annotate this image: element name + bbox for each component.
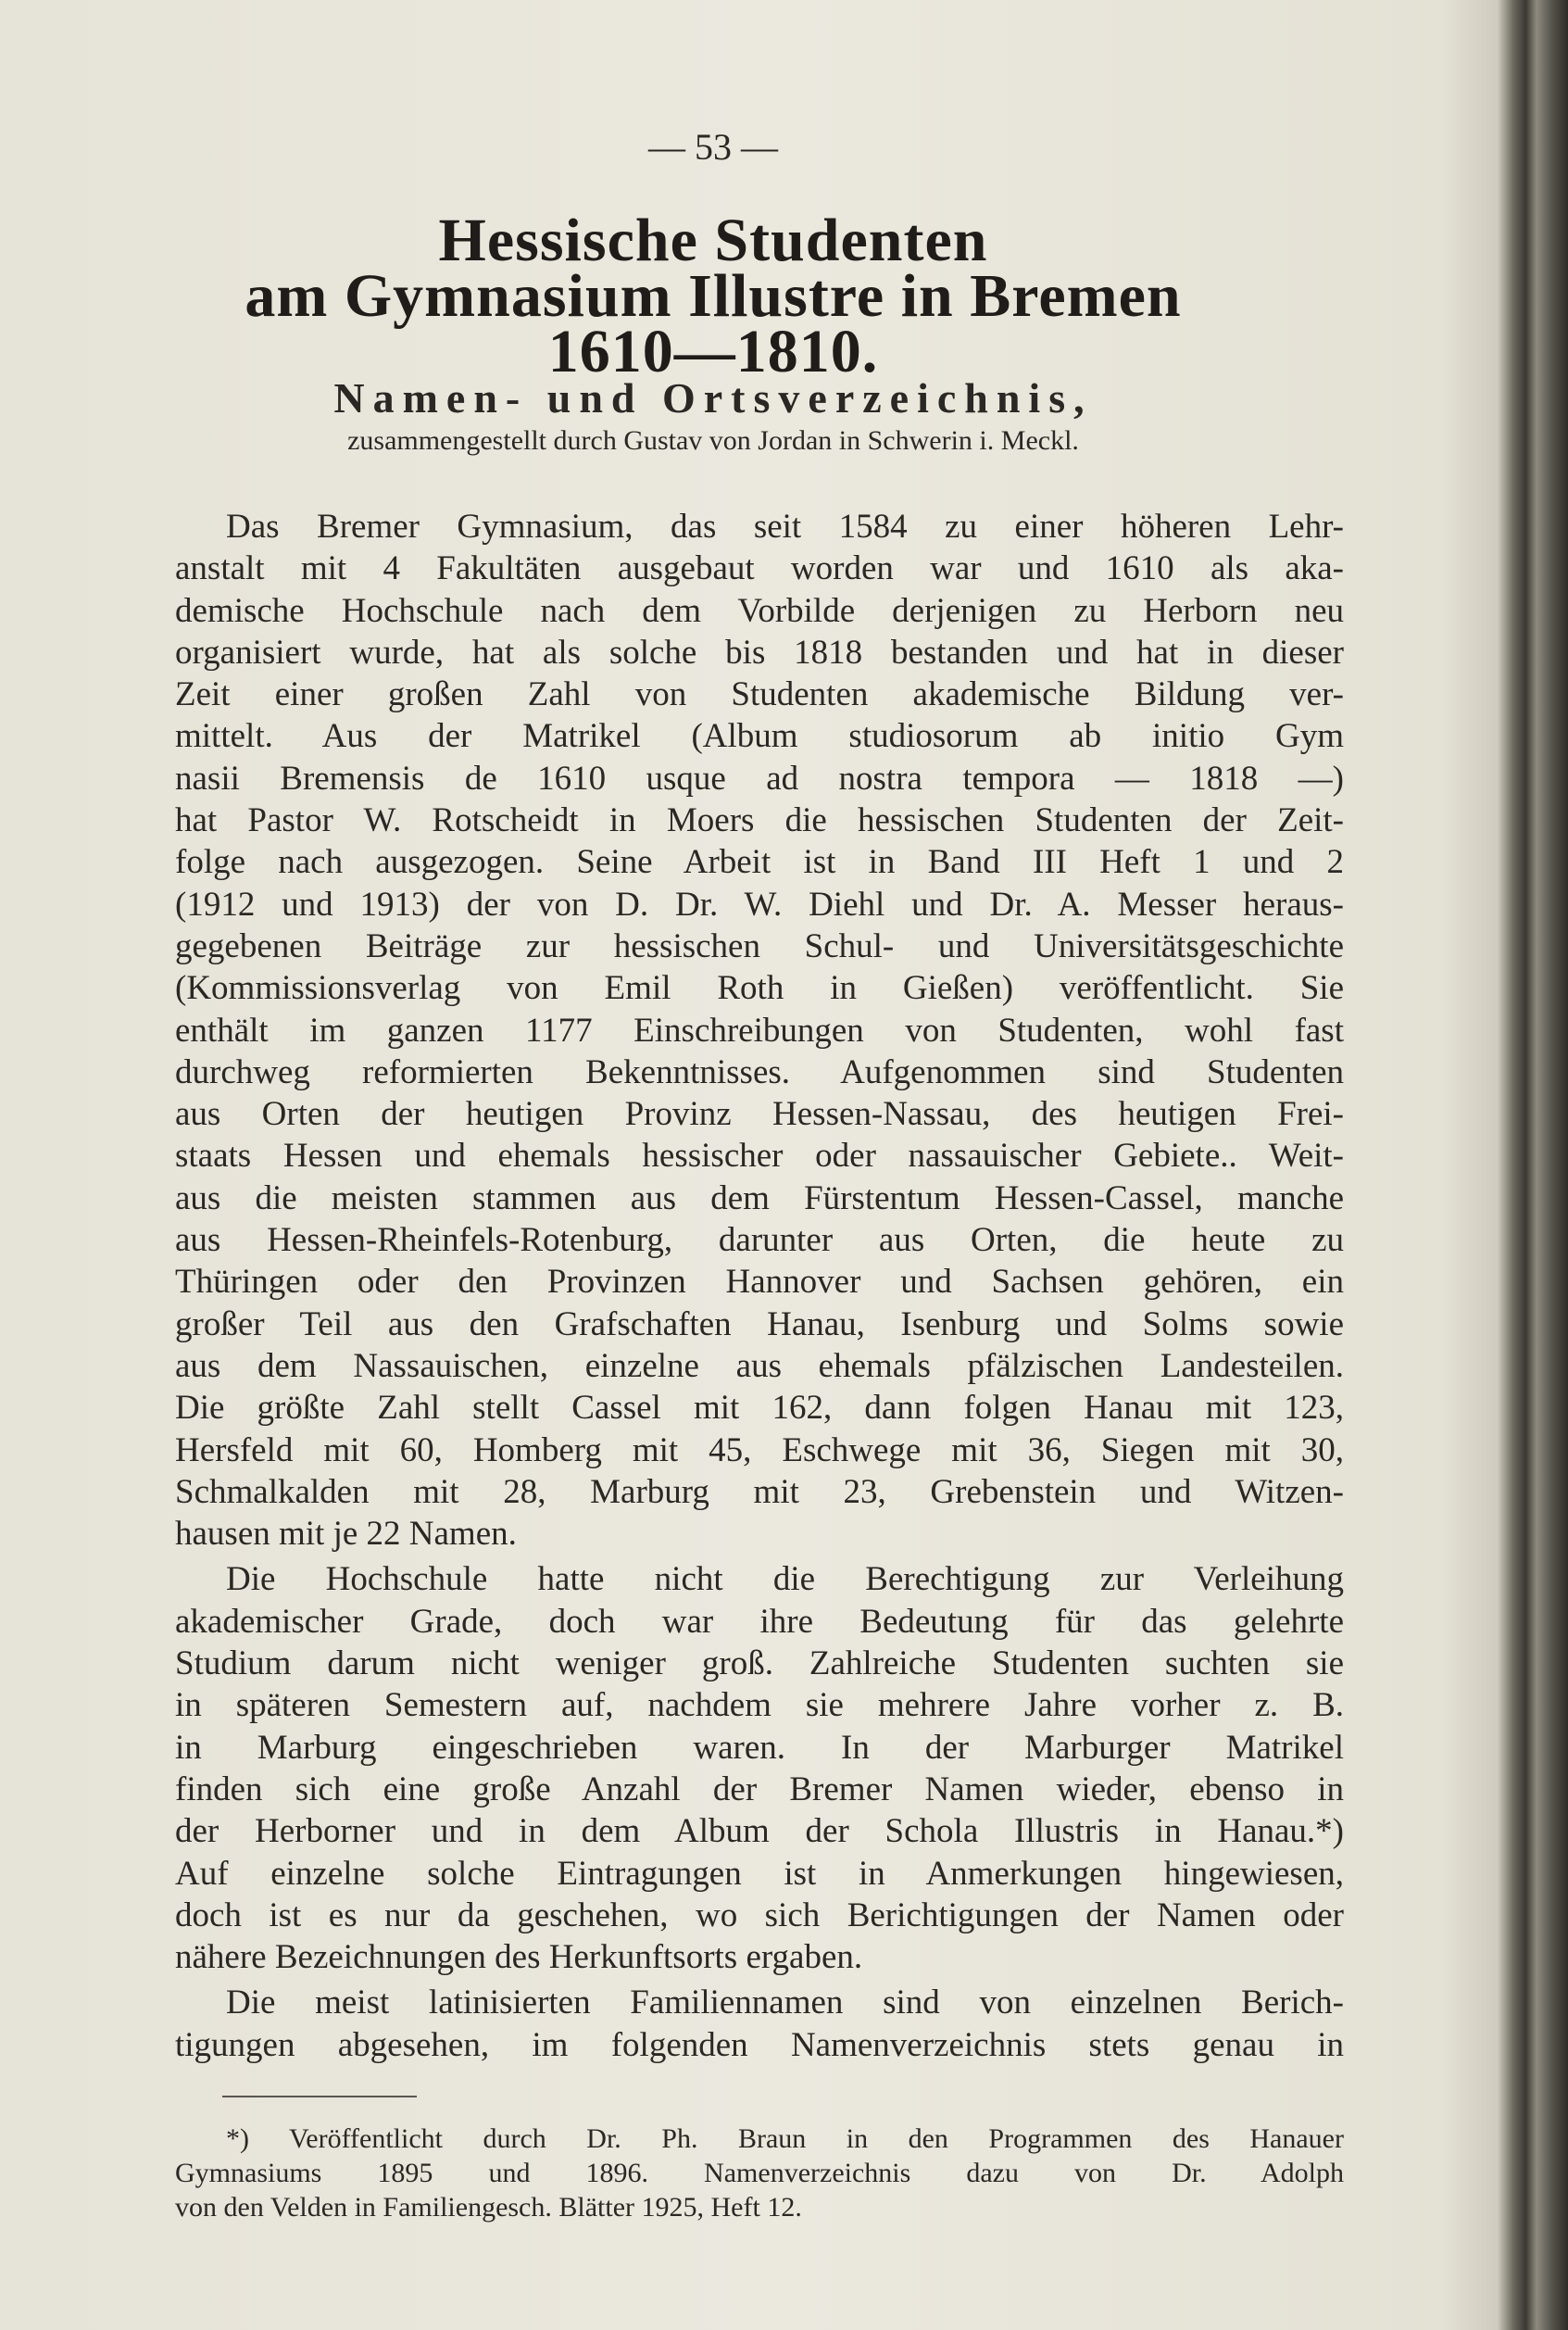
paragraph — [175, 1982, 1344, 2066]
text-line: enthält im ganzen 1177 Einschreibungen von Studenten, wohl fast — [175, 1011, 1344, 1050]
subtitle: Namen- und Ortsverzeichnis, — [333, 374, 1093, 422]
text-line: organisiert wurde, hat als solche bis 1818 bestanden und hat in dieser — [175, 633, 1344, 672]
text-line: tigungen abgesehen, im folgenden Namenverzeichnis stets genau in — [175, 2025, 1344, 2064]
text-line: Die meist latinisierten Familiennamen sind von einzelnen Berich- — [226, 1984, 1344, 2022]
text-line: in späteren Semestern auf, nachdem sie mehrere Jahre vorher z. B. — [175, 1686, 1344, 1725]
text-line: Das Bremer Gymnasium, das seit 1584 zu einer höheren Lehr- — [226, 508, 1344, 546]
body-text — [175, 506, 1344, 2066]
text-line: aus Hessen-Rheinfels-Rotenburg, darunter aus Orten, die heute zu — [175, 1221, 1344, 1260]
footnote-line: Gymnasiums 1895 und 1896. Namenverzeichnis dazu von Dr. Adolph — [175, 2158, 1344, 2188]
footnote-line: von den Velden in Familiengesch. Blätter 1925, Heft 12. — [175, 2192, 802, 2223]
text-line: doch ist es nur da geschehen, wo sich Berichtigungen der Namen oder — [175, 1895, 1344, 1934]
text-line: hausen mit je 22 Namen. — [175, 1515, 517, 1554]
title-line-2: am Gymnasium Illustre in Bremen — [245, 262, 1182, 330]
text-line: gegebenen Beiträge zur hessischen Schul- und Universitätsgeschichte — [175, 926, 1344, 965]
footnote-line: *) Veröffentlicht durch Dr. Ph. Braun in den Programmen des Hanauer — [226, 2123, 1344, 2154]
text-line: hat Pastor W. Rotscheidt in Moers die hessischen Studenten der Zeit- — [175, 801, 1344, 840]
text-line: Hersfeld mit 60, Homberg mit 45, Eschwege mit 36, Siegen mit 30, — [175, 1430, 1344, 1469]
title-line-3: 1610—1810. — [547, 318, 879, 385]
paragraph — [175, 1558, 1344, 1978]
text-line: staats Hessen und ehemals hessischer oder nassauischer Gebiete.. Weit- — [175, 1137, 1344, 1176]
text-line: in Marburg eingeschrieben waren. In der Marburger Matrikel — [175, 1728, 1344, 1767]
text-line: aus Orten der heutigen Provinz Hessen-Nassau, des heutigen Frei- — [175, 1095, 1344, 1134]
text-line: anstalt mit 4 Fakultäten ausgebaut worden war und 1610 als aka- — [175, 549, 1344, 588]
text-line: Die Hochschule hatte nicht die Berechtigung zur Verleihung — [226, 1560, 1344, 1599]
page-number: — 53 — — [648, 126, 778, 168]
text-line: akademischer Grade, doch war ihre Bedeutung für das gelehrte — [175, 1602, 1344, 1641]
text-line: Thüringen oder den Provinzen Hannover und Sachsen gehören, ein — [175, 1263, 1344, 1302]
text-line: Schmalkalden mit 28, Marburg mit 23, Grebenstein und Witzen- — [175, 1472, 1344, 1511]
text-line: (Kommissionsverlag von Emil Roth in Gießen) veröffentlicht. Sie — [175, 969, 1344, 1008]
paragraph — [175, 506, 1344, 1555]
text-line: Studium darum nicht weniger groß. Zahlreiche Studenten suchten sie — [175, 1644, 1344, 1683]
text-line: finden sich eine große Anzahl der Bremer Namen wieder, ebenso in — [175, 1770, 1344, 1808]
text-line: Die größte Zahl stellt Cassel mit 162, dann folgen Hanau mit 123, — [175, 1389, 1344, 1428]
footnote-divider — [222, 2096, 417, 2097]
text-line: Auf einzelne solche Eintragungen ist in Anmerkungen hingewiesen, — [175, 1854, 1344, 1893]
text-line: mittelt. Aus der Matrikel (Album studiosorum ab initio Gym — [175, 717, 1344, 756]
text-line: (1912 und 1913) der von D. Dr. W. Diehl und Dr. A. Messer heraus- — [175, 885, 1344, 924]
footnote — [175, 2122, 1344, 2224]
byline: zusammengestellt durch Gustav von Jordan in Schwerin i. Meckl. — [347, 425, 1079, 456]
text-line: demische Hochschule nach dem Vorbilde derjenigen zu Herborn neu — [175, 591, 1344, 630]
text-line: nasii Bremensis de 1610 usque ad nostra tempora — 1818 —) — [175, 759, 1344, 798]
text-line: nähere Bezeichnungen des Herkunftsorts ergaben. — [175, 1938, 863, 1977]
text-line: aus dem Nassauischen, einzelne aus ehemals pfälzischen Landesteilen. — [175, 1346, 1344, 1385]
text-line: der Herborner und in dem Album der Schola Illustris in Hanau.*) — [175, 1812, 1344, 1851]
text-line: Zeit einer großen Zahl von Studenten akademische Bildung ver- — [175, 675, 1344, 714]
text-line: großer Teil aus den Grafschaften Hanau, Isenburg und Solms sowie — [175, 1304, 1344, 1343]
text-line: aus die meisten stammen aus dem Fürstentum Hessen-Cassel, manche — [175, 1178, 1344, 1217]
title-line-1: Hessische Studenten — [438, 207, 988, 274]
text-line: durchweg reformierten Bekenntnisses. Aufgenommen sind Studenten — [175, 1052, 1344, 1091]
text-line: folge nach ausgezogen. Seine Arbeit ist in Band III Heft 1 und 2 — [175, 843, 1344, 882]
